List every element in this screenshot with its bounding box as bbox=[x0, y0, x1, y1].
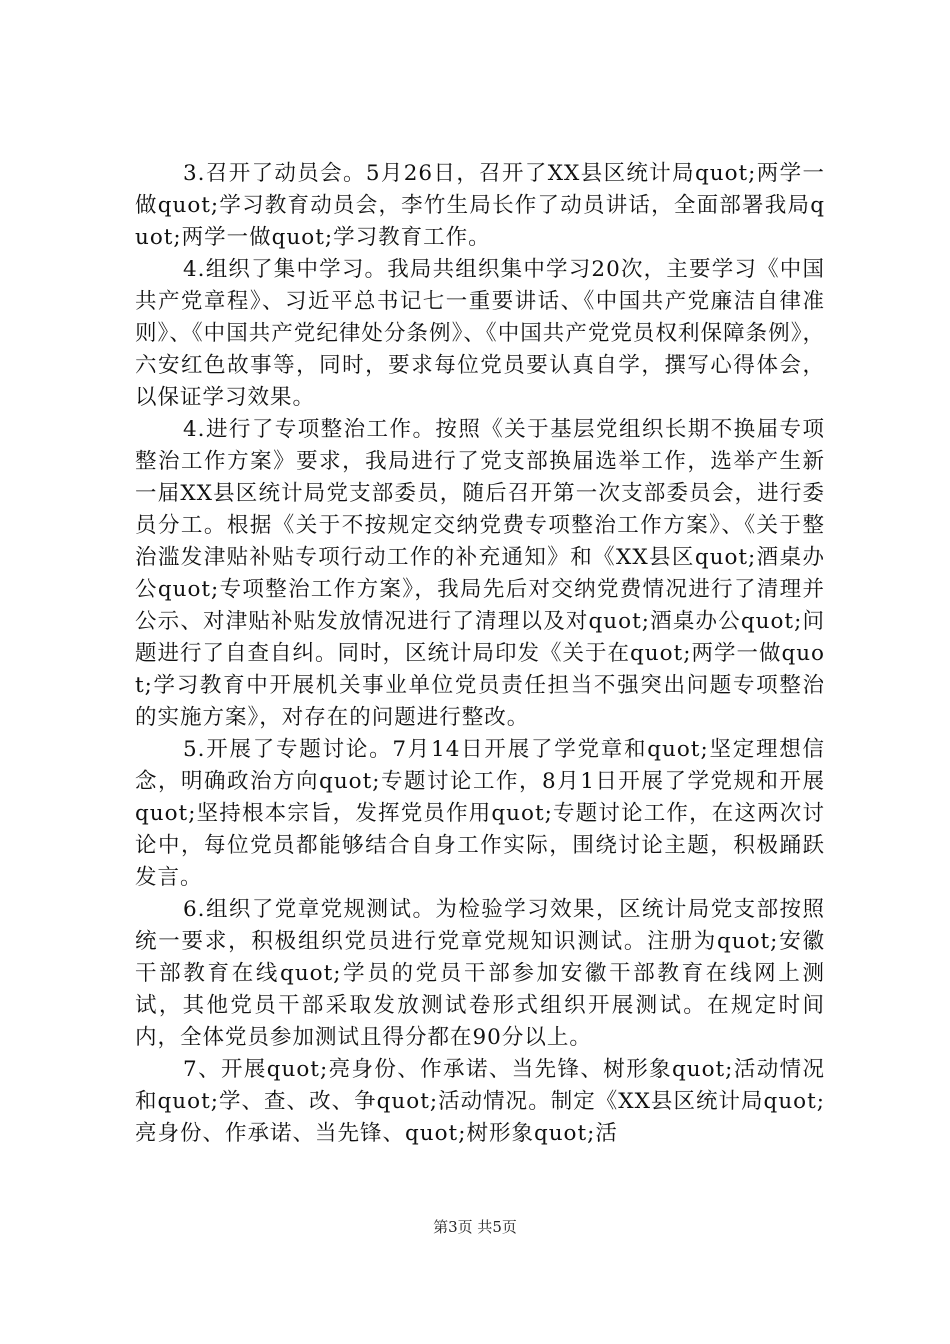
document-body bbox=[135, 158, 825, 1150]
paragraph-topic-discussion: 5.开展了专题讨论。7月14日开展了学党章和quot;坚定理想信念，明确政治方向quot;专题讨论工作，8月1日开展了学党规和开展quot;坚持根本宗旨，发挥党员作用quot;专题讨论工作，在这两次讨论中，每位党员都能够结合自身工作实际，围绕讨论主题，积极踊跃发言。 bbox=[135, 737, 825, 890]
paragraph-mobilization-meeting: 3.召开了动员会。5月26日，召开了XX县区统计局quot;两学一做quot;学习教育动员会，李竹生局长作了动员讲话，全面部署我局quot;两学一做quot;学习教育工作。 bbox=[135, 161, 825, 250]
paragraph-activities: 7、开展quot;亮身份、作承诺、当先锋、树形象quot;活动情况和quot;学、查、改、争quot;活动情况。制定《XX县区统计局quot;亮身份、作承诺、当先锋、quot;树形象quot;活 bbox=[135, 1057, 825, 1146]
paragraph-party-rules-test: 6.组织了党章党规测试。为检验学习效果，区统计局党支部按照统一要求，积极组织党员进行党章党规知识测试。注册为quot;安徽干部教育在线quot;学员的党员干部参加安徽干部教育在线网上测试，其他党员干部采取发放测试卷形式组织开展测试。在规定时间内，全体党员参加测试且得分都在90分以上。 bbox=[135, 897, 825, 1050]
page-footer: 第3页 共5页 bbox=[433, 1218, 517, 1236]
paragraph-special-rectification: 4.进行了专项整治工作。按照《关于基层党组织长期不换届专项整治工作方案》要求，我局进行了党支部换届选举工作，选举产生新一届XX县区统计局党支部委员，随后召开第一次支部委员会，进行委员分工。根据《关于不按规定交纳党费专项整治工作方案》、《关于整治滥发津贴补贴专项行动工作的补充通知》和《XX县区quot;酒桌办公quot;专项整治工作方案》，我局先后对交纳党费情况进行了清理并公示、对津贴补贴发放情况进行了清理以及对quot;酒桌办公quot;问题进行了自查自纠。同时，区统计局印发《关于在quot;两学一做quot;学习教育中开展机关事业单位党员责任担当不强突出问题专项整治的实施方案》，对存在的问题进行整改。 bbox=[135, 417, 825, 730]
paragraph-collective-study: 4.组织了集中学习。我局共组织集中学习20次，主要学习《中国共产党章程》、习近平总书记七一重要讲话、《中国共产党廉洁自律准则》、《中国共产党纪律处分条例》、《中国共产党党员权利保障条例》，六安红色故事等，同时，要求每位党员要认真自学，撰写心得体会，以保证学习效果。 bbox=[135, 257, 825, 410]
